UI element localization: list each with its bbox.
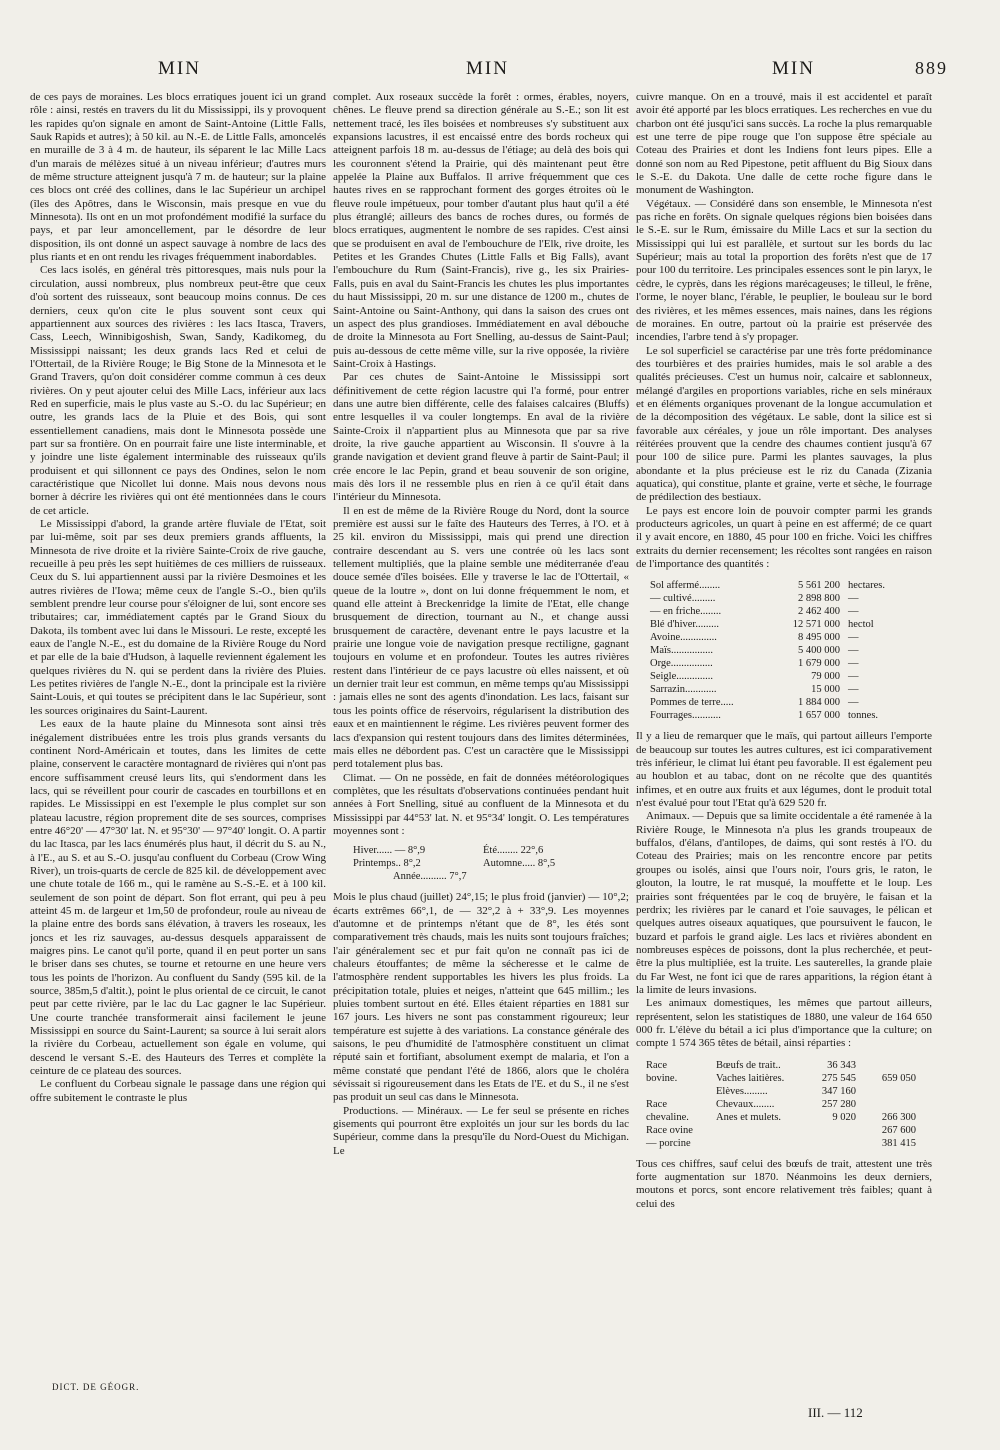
agriculture-table [650,579,932,722]
footer-signature: DICT. DE GÉOGR. [52,1382,140,1392]
table-row [646,1072,932,1085]
table-row [646,1059,932,1072]
table-cell: Race [646,1098,667,1110]
footer-volume: III. — 112 [808,1405,863,1420]
table-cell: Blé d'hiver......... [650,619,719,631]
table-cell: 275 545 [821,1072,856,1084]
paragraph: Les animaux domestiques, les mêmes que partout ailleurs, représentent, selon les statistiques de 1880, une valeur de 164 650 000 fr. L'élève du bétail a ici plus d'importance que la culture; on compte 1 574 365 têtes de bétail, ainsi réparties : [636,997,932,1050]
table-row [650,696,932,709]
running-head-left: MIN [158,58,201,79]
table-cell: 5 561 200 [798,580,840,592]
table-row [650,670,932,683]
table-row [650,644,932,657]
table-row [646,1137,932,1150]
table-cell: 79 000 [811,671,840,683]
table-cell: — [848,697,859,709]
table-cell: 8 495 000 [798,632,840,644]
table-cell [806,1124,856,1137]
table-cell: Anes et mulets. [716,1111,782,1123]
table-row [646,1085,932,1098]
table-cell: 381 415 [881,1137,916,1149]
table-cell: Avoine.............. [650,632,717,644]
table-row [353,857,629,870]
table-row [650,579,932,592]
table-row [650,683,932,696]
table-cell: Sarrazin............ [650,684,717,696]
column-1 [30,91,326,1379]
table-row [353,844,629,857]
table-cell: — cultivé......... [650,593,716,605]
table-cell: chevaline. [646,1111,689,1123]
table-row [646,1124,932,1137]
paragraph: Le pays est encore loin de pouvoir compter parmi les grands producteurs agricoles, un quart à peine en est affermé; de ce quart il y avait encore, en 1880, 45 pour 100 en friche. Voici les chiffres extraits du dernier recensement; les récoltes sont rangées en raison de l'importance des quantités : [636,504,932,571]
paragraph: de ces pays de moraines. Les blocs erratiques jouent ici un grand rôle : ainsi, restés en travers du lit du Mississippi, ils y provoquent les rapides qu'on signale en amont de Saint-Antoine (Little Falls, Sauk Rapids et autres); à 50 kil. au N.-E. de Little Falls, amoncelés en muraille de 3 à 4 m. de hauteur, ils séparent le lac Mille Lacs d'un marais de mélèzes situé à un niveau inférieur; d'autres murs de même structure atteignent jusqu'à 7 m. de hauteur; sur la plaine ces blocs ont créé des collines, dans le lac Supérieur un archipel (îles des Apôtres, dans le Wisconsin, mais presque en vue du Minnesota). Ils ont en un mot profondément modifié la surface du pays, et par leur amoncellement, par le désordre de leur disposition, ils ont donné un aspect sauvage à nombre de lacs des plus riants et en ont rendu les rivages fréquemment inabordables. [30,91,326,264]
table-cell: Race ovine [646,1124,693,1136]
table-cell: Bœufs de trait.. [716,1059,781,1071]
paragraph: Végétaux. — Considéré dans son ensemble, le Minnesota n'est pas riche en forêts. On signale quelques régions bien boisées dans le S.-E. sur le Rum, émissaire du Mille Lacs et sur la section du Mississippi qui lui est parallèle, et surtout sur les bords du lac Supérieur; mais au total la proportion des forêts n'est que de 17 pour 100 du territoire. Les principales essences sont le pin laryx, le cèdre, le cyprès, dans les régions marécageuses; le tilleul, le frêne, l'orme, le noyer blanc, l'érable, le peuplier, le bouleau sur le bord des rivières, et les mêmes essences, mais naines, dans les régions de moraines. En outre, partout où la prairie est préservée des incendies, l'arbre tend à s'y propager. [636,197,932,344]
table-cell [646,1085,716,1098]
table-cell [806,1137,856,1150]
table-cell [856,1085,916,1098]
paragraph: cuivre manque. On en a trouvé, mais il est accidentel et paraît avoir été apporté par les blocs erratiques. Les recherches en vue du charbon ont été jusqu'ici sans succès. La roche la plus remarquable est une terre de pipe rouge que l'on suppose être spéciale au Coteau des Prairies et dont les Indiens font leurs pipes. Elle a donné son nom au Red Pipestone, petit affluent du Big Sioux dans le S.-E. du Dakota. Une dalle de cette roche figure dans le monument de Washington. [636,91,932,197]
table-row [650,618,932,631]
table-cell: 267 600 [881,1124,916,1136]
paragraph: Il en est de même de la Rivière Rouge du Nord, dont la source première est aussi sur le faîte des Hauteurs des Terres, à l'O. et à 25 kil. environ du Mississippi, mais qui prend une direction contraire descendant au S. vers une contrée où les lacs sont tellement multipliés, que la plaine semble une méditerranée d'eau douce semée d'îles boisées. Elle y traverse le lac de l'Ottertail, « queue de la loutre », dont on lui donne fréquemment le nom, et quand elle atteint à Breckenridge la limite de l'Etat, elle change brusquement de direction, tournant au N., et change aussi brusquement de caractère, devenant entre le pays lacustre et la prairie une longue voie de navigation presque rectiligne, gagnant toujours en volume et en profondeur. Toutes les autres rivières restent dans l'intérieur de ce pays lacustre où elles naissent, et où un dernier trait leur est commun, en même temps qu'au Mississippi : jamais elles ne sont des agents d'inondation. Les lacs, faisant sur tous les points office de réservoirs, régularisent la distribution des eaux et en maintiennent le régime. Les rivières peuvent former des lacs d'expansion qui restent toujours dans des limites déterminées, mais elles ne débordent pas. C'est un caractère que le Mississippi perd totalement plus bas. [333,504,629,771]
table-cell: 257 280 [821,1098,856,1110]
paragraph: Le Mississippi d'abord, la grande artère fluviale de l'Etat, soit par lui-même, soit par ses deux premiers grands affluents, la Minnesota de rive droite et la rivière Sainte-Croix de rive gauche, recueille à peu près les sept huitièmes de ces milliers de ruisseaux. Ceux du S. lui appartiennent aussi par la rivière Desmoines et les autres rivières de l'Iowa; même ceux de l'angle S.-O., bien qu'ils semblent prendre leur course pour s'éloigner de lui, sont encore ses tributaires; car, immédiatement captés par le Grand Sioux du Dakota, ils tombent avec lui dans le Missouri. Le reste, excepté les eaux de l'angle N.-E., est du domaine de la Rivière Rouge du Nord et par elle de la baie d'Hudson, à laquelle reviennent également les quelques rivières du N. qui se perdent dans la rivière des Pluies. Les petites rivières de l'angle N.-E., dont la principale est la rivière Saint-Louis, et qui toutes se précipitent dans le lac Supérieur, sont les sources originaires du Saint-Laurent. [30,518,326,717]
paragraph: Les eaux de la haute plaine du Minnesota sont ainsi très inégalement distribuées entre les trois plus grands versants du continent Nord-Américain et toutes, dans les limites de cette plaine, conservent le caractère montagnard de rivières qui n'ont pas encore suffisamment creusé leurs lits, qui s'endorment dans les lacs, qui se réveillent pour courir de cascades en tourbillons et en rapides. Le Mississippi en est l'exemple le plus complet sur son plateau lacustre, région proprement dite de ses sources, comprises entre 46°20' — 47°30' lat. N. et 95°30' — 97°40' longit. O. A partir du lac Itasca, par les lacs énumérés plus haut, il décrit du S. au N., à l'E., au S. et au S.-O. jusqu'au confluent du Corbeau (Crow Wing River), un trois-quarts de cercle de 825 kil. de développement avec une chute totale de 166 m., qui le ramène au S.-S.-E. et à 100 kil. seulement de son point de départ. Son flot errant, qui peu à peu atteint 45 m. de largeur et 1m,50 de profondeur, roule au niveau de la plaine entre des bords sans élévation, à travers les roseaux, les joncs et les riz sauvages, au-dessus desquels apparaissent de maigres pins. Le canot qu'il porte, quand il en peut porter un sans le briser dans ses chutes, se tourne et retourne en une heure vers tous les points de l'horizon. Au confluent du Sandy (595 kil. de la source, 385m,5 d'altit.), point le plus oriental de ce circuit, le canot peut par cette rivière, par le lac du Lac gagner le lac Supérieur. Une courte tranchée transformerait ainsi facilement le jeune Mississippi en source du Saint-Laurent; sa source à lui serait alors la rivière du Corbeau, actuellement son égale en volume, qui descend le versant S.-E. des Hauteurs des Terres et complète la ceinture de ce plateau des sources. [30,718,326,1078]
paragraph: Ces lacs isolés, en général très pittoresques, mais nuls pour la circulation, aussi nombreux, plus nombreux peut-être que ceux d'où sortent des ruisseaux, sont beaucoup moins connus. De ces derniers, ceux qu'on cite le plus souvent sont ceux qui appartiennent aux sources des rivières : les lacs Itasca, Travers, Cass, Leech, Winnibigoshish, Swan, Sandy, Kadikomeg, du Mississippi naissant; les deux grands lacs Red et celui de l'Ottertail, de la Rivière Rouge; le Big Stone de la Minnesota et le Grand Travers, qu'on doit considérer comme commun à ces deux rivières. On y peut ajouter celui des Mille Lacs, inférieur aux lacs Red en superficie, mais le plus vaste au S.-O. du lac Supérieur; en outre, les grands lacs de la Pluie et des Bois, qui sont essentiellement canadiens, mais dont le Minnesota possède une part sur sa frontière. On en pourrait faire une liste interminable, et y joindre une liste également interminable des ruisseaux qu'ils produisent et qui sillonnent ce pays des Ondines, selon le nom caractéristique que Nicollet lui donne. Mais nous devons nous borner à décrire les rivières qui ont été mentionnées dans le cours de cet article. [30,264,326,517]
table-cell: hectol [848,619,874,631]
paragraph: Par ces chutes de Saint-Antoine le Mississippi sort définitivement de cette région lacustre qui l'a formé, pour entrer dans une autre bien différente, celle des falaises calcaires (Bluffs) entre lesquelles il va couler longtemps. En aval de la rivière Sainte-Croix il n'appartient plus au Minnesota que par sa rive droite, la rive gauche appartient au Wisconsin. Il s'ouvre à la grande navigation et devient grand fleuve à partir de Saint-Paul; il crée encore le lac Pepin, grand et beau souvenir de son origine, mais dès lors il ne ressemble plus en rien à ce qu'il était dans l'intérieur du Minnesota. [333,371,629,504]
paragraph: Productions. — Minéraux. — Le fer seul se présente en riches gisements qui pourront être exploités un jour sur les bords du lac Supérieur, comme dans la presqu'île du Nord-Ouest du Michigan. Le [333,1104,629,1157]
table-cell: 2 898 800 [798,593,840,605]
table-cell: 1 679 000 [798,658,840,670]
table-cell: 347 160 [821,1085,856,1097]
table-cell: 1 884 000 [798,697,840,709]
column-2 [333,91,629,1379]
table-cell: 1 657 000 [798,710,840,722]
table-cell: hectares. [848,580,886,592]
paragraph: Tous ces chiffres, sauf celui des bœufs de trait, attestent une très forte augmentation sur 1870. Néanmoins les deux derniers, moutons et porcs, sont encore relativement très faibles; quant à celui des [636,1157,932,1210]
table-cell: Vaches laitières. [716,1072,785,1084]
table-cell: tonnes. [848,710,879,722]
table-cell: Race [646,1059,667,1071]
table-cell [856,1059,916,1072]
table-cell [716,1124,806,1137]
table-row [650,592,932,605]
table-cell: — [848,593,859,605]
table-cell: — en friche........ [650,606,722,618]
table-cell: Elèves......... [716,1085,768,1097]
table-row [650,631,932,644]
temperature-table [353,844,629,883]
table-cell: Sol affermé........ [650,580,721,592]
column-3 [636,91,932,1379]
table-cell: Maïs................ [650,645,713,657]
table-cell: — [848,632,859,644]
table-cell: 9 020 [832,1111,856,1123]
table-cell: 36 343 [827,1059,856,1071]
table-cell: Hiver...... — 8°,9 [353,845,426,857]
paragraph: Il y a lieu de remarquer que le maïs, qui partout ailleurs l'emporte de beaucoup sur toutes les autres cultures, est ici comparativement très inférieur, le climat lui étant peu favorable. Il est également peu au houblon et au tabac, dont on ne récolte que des quantités infimes, et en outre aux fruits et aux légumes, dont le produit total n'est évalué pour tout l'Etat qu'à 629 520 fr. [636,730,932,810]
table-row [650,709,932,722]
table-cell: Pommes de terre..... [650,697,734,709]
table-cell: 659 050 [881,1072,916,1084]
table-cell: 15 000 [811,684,840,696]
table-cell: — [848,606,859,618]
table-cell: 266 300 [881,1111,916,1123]
paragraph: complet. Aux roseaux succède la forêt : ormes, érables, noyers, chênes. Le fleuve prend sa direction générale au S.-E.; son lit est nettement tracé, les îles boisées et nombreuses s'y substituent aux expansions lacustres, il est encaissé entre des bords rocheux qui atteignent parfois 18 m. au-dessus de l'étiage; au delà des bois qui les couronnent s'étend la Prairie, qui dès maintenant peut être appelée la Plaine aux Buffalos. Il arrive fréquemment que ces hautes rives en se rapprochant forment des gorges étroites où le fleuve roule impétueux, pour tomber d'autant plus haut qu'il a été plus étranglé; ailleurs des bancs de roches dures, ou formés de blocs erratiques, augmentent le nombre de ses rapides. C'est ainsi que se produisent en aval de l'embouchure de l'Elk, rive droite, les Petites et les Grandes Chutes (Little Falls et Big Falls), avant l'embouchure du Rum (Saint-Francis), rive g., les six Prairies-Falls, puis en aval du Saint-Francis les chutes les plus importantes du haut Mississippi, 20 m. sur une distance de 1200 m., chutes de Saint-Antoine ou Saint-Anthony, qui dans la saison des crues ont un aspect des plus grandioses. Immédiatement en aval débouche de droite la Minnesota au Fort Snelling, au-dessus de Saint-Paul; puis au-dessous de cette même ville, sur la rive opposée, la rivière Saint-Croix à Hastings. [333,91,629,370]
table-row [646,1111,932,1124]
table-cell: Été........ 22°,6 [483,845,544,857]
table-cell: — [848,645,859,657]
table-row [353,870,629,883]
paragraph: Le sol superficiel se caractérise par une très forte prédominance des tourbières et des prairies humides, mais le sol arable a des qualités précieuses. C'est un humus noir, calcaire et sablonneux, mélangé d'argiles en proportions variables, riche en sels minéraux et en éléments organiques provenant de la longue accumulation et de la décomposition des végétaux. Le sable, dont la silice est si favorable aux céréales, y joue un rôle important. Des analyses réitérées prouvent que la cendre des chaumes contient jusqu'à 67 pour 100 de silice pure. Parmi les plantes sauvages, la plus abondante et la plus précieuse est le riz du Canada (Zizania aquatica), qui constitue, plante et graine, verte et sèche, le fourrage de prédilection des bestiaux. [636,344,932,504]
table-row [650,657,932,670]
table-cell: Orge................ [650,658,713,670]
table-cell: 12 571 000 [792,619,840,631]
livestock-table [646,1059,932,1150]
table-cell: 5 400 000 [798,645,840,657]
table-cell: Année.......... 7°,7 [393,871,467,883]
page-header [0,58,1000,88]
paragraph: Animaux. — Depuis que sa limite occidentale a été ramenée à la Rivière Rouge, le Minnesota n'a plus les grands troupeaux de buffalos, d'élans, d'antilopes, de daims, qui sont restés à l'O. du Coteau des Prairies; mais on les rencontre encore par petits groupes ou isolés, ainsi que l'ours noir, l'ours gris, le raton, le glouton, la loutre, le rat musqué, la mouffette et le loup. Les prairies sont fréquentées par le coq de bruyère, le faisan et la perdrix; les rivières par le canard et l'oie sauvages, le pélican et quelques autres oiseaux aquatiques, que poursuivent le faucon, le buzard et parfois le grand aigle. Les lacs et rivières abondent en nombreuses espèces de poissons, dont la plus recherchée, et peut-être la plus multipliée, est la truite. Les sauterelles, la grande plaie du Far West, ne font ici que de rares apparitions, la région étant à la limite de leurs invasions. [636,810,932,996]
table-cell: 2 462 400 [798,606,840,618]
table-cell: Fourrages........... [650,710,721,722]
paragraph: Mois le plus chaud (juillet) 24°,15; le plus froid (janvier) — 10°,2; écarts extrêmes 66°,1, de — 32°,2 à + 33°,9. Les moyennes d'automne et de printemps n'étant que de 8°, les étés sont comparativement très chauds, mais les nuits sont toujours fraîches; l'air généralement sec et pur fait qu'on ne connaît pas ici de chaleurs étouffantes; de même la sécheresse et le calme de l'atmosphère rendent supportables les hivers les plus froids. La précipitation totale, pluies et neiges, n'atteint que 645 millim.; les pluies tombent surtout en été. Elles étaient réparties en 1881 sur 167 jours. Les hivers ne sont pas constamment rigoureux; leur température est sujette à des variations. La constance générale des saisons, le peu d'humidité de l'atmosphère constituent un climat réputé sain et fortifiant, absolument exempt de malaria, et l'on a même constaté que pendant l'été de 1866, alors que le choléra sévissait si rigoureusement dans les Etats de l'E. et du S., il ne s'est pas produit un seul cas dans le Minnesota. [333,891,629,1104]
table-row [650,605,932,618]
table-cell: Seigle.............. [650,671,713,683]
table-cell: — porcine [646,1137,691,1149]
table-row [646,1098,932,1111]
table-cell: — [848,658,859,670]
page-number: 889 [915,58,948,78]
table-cell: — [848,684,859,696]
running-head-middle: MIN [466,58,509,79]
table-cell: Automne..... 8°,5 [483,858,556,870]
table-cell: Chevaux........ [716,1098,775,1110]
table-cell [856,1098,916,1111]
table-cell: bovine. [646,1072,678,1084]
paragraph: Le confluent du Corbeau signale le passage dans une région qui offre subitement le contraste le plus [30,1078,326,1104]
table-cell: — [848,671,859,683]
running-head-right: MIN [772,58,815,79]
table-cell: Printemps.. 8°,2 [353,858,421,870]
climate-paragraph: Climat. — On ne possède, en fait de données météorologiques complètes, que les résultats d'observations continuées pendant huit années à Fort Snelling, situé au confluent de la Minnesota et du Mississippi par 44°53' lat. N. et 95°34' longit. O. Les températures moyennes sont : [333,771,629,837]
table-cell [716,1137,806,1150]
